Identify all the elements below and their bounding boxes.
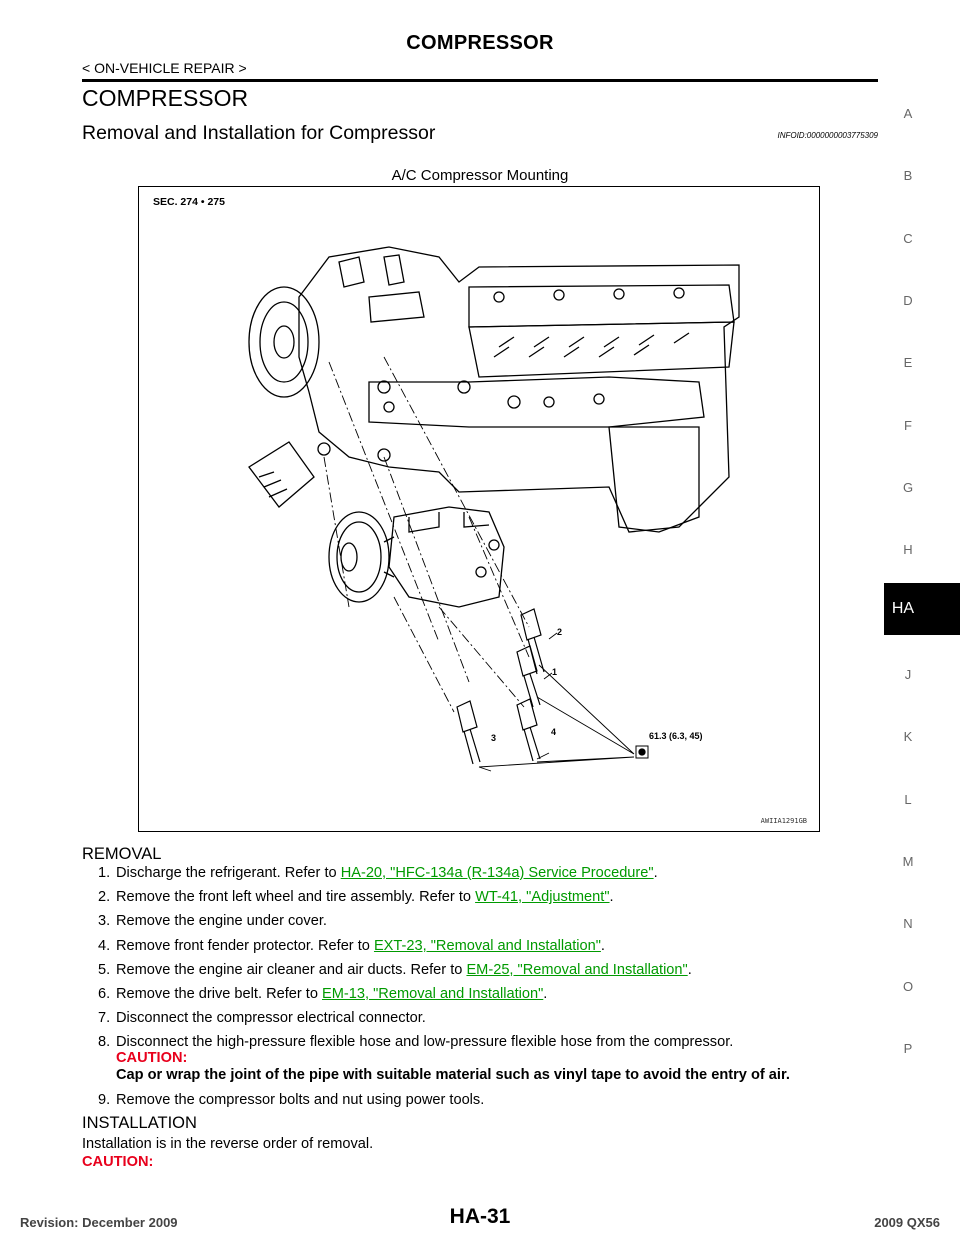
compressor-mounting-illustration	[139, 187, 819, 831]
removal-step: 9. Remove the compressor bolts and nut using power tools.	[98, 1091, 485, 1108]
callout-1: 1	[552, 667, 558, 677]
index-tab-ha-label: HA	[891, 600, 915, 617]
index-tab-j[interactable]: J	[904, 667, 912, 682]
index-tab-k[interactable]: K	[903, 729, 913, 744]
index-tab-e[interactable]: E	[903, 355, 913, 370]
installation-text: Installation is in the reverse order of removal.	[82, 1136, 374, 1152]
installation-heading: INSTALLATION	[82, 1114, 197, 1132]
callout-3: 3	[491, 733, 497, 743]
footer-revision: Revision: December 2009	[20, 1215, 178, 1230]
removal-step: 7. Disconnect the compressor electrical connector.	[98, 1010, 426, 1027]
index-tab-c[interactable]: C	[903, 231, 913, 246]
figure-section-label: SEC. 274 • 275	[153, 196, 225, 208]
footer-page-number: HA-31	[449, 1205, 511, 1228]
info-id: INFOID:0000000003775309	[777, 131, 878, 140]
footer-model: 2009 QX56	[874, 1215, 940, 1230]
header-divider	[82, 79, 878, 82]
removal-step: 5. Remove the engine air cleaner and air ducts. Refer to EM-25, "Removal and Installation".	[98, 961, 692, 978]
removal-step: 3. Remove the engine under cover.	[98, 913, 327, 930]
index-tab-d[interactable]: D	[903, 293, 913, 308]
removal-step: 1. Discharge the refrigerant. Refer to HA-20, "HFC-134a (R-134a) Service Procedure".	[98, 865, 658, 881]
index-tab-h[interactable]: H	[903, 542, 913, 557]
removal-step: 2. Remove the front left wheel and tire assembly. Refer to WT-41, "Adjustment".	[98, 889, 614, 906]
ref-link-ha-20[interactable]: HA-20, "HFC-134a (R-134a) Service Procedure"	[340, 865, 654, 881]
index-tab-l[interactable]: L	[904, 792, 912, 807]
index-tab-m[interactable]: M	[902, 854, 914, 869]
removal-heading: REMOVAL	[82, 845, 162, 863]
removal-step: 8. Disconnect the high-pressure flexible hose and low-pressure flexible hose from the compressor. CAUTION: Cap or wrap the joint of the pipe with suitable material such as vinyl tape to avoid the entry of air.	[98, 1034, 888, 1084]
index-tab-g[interactable]: G	[902, 480, 914, 495]
removal-step: 6. Remove the drive belt. Refer to EM-13, "Removal and Installation".	[98, 985, 548, 1002]
index-tab-b[interactable]: B	[903, 168, 913, 183]
breadcrumb: < ON-VEHICLE REPAIR >	[82, 60, 247, 76]
removal-steps	[98, 865, 888, 1116]
index-tab-o[interactable]: O	[902, 979, 914, 994]
figure-caption: A/C Compressor Mounting	[391, 167, 569, 184]
index-tab-a[interactable]: A	[903, 106, 913, 121]
removal-step: 4. Remove front fender protector. Refer to EXT-23, "Removal and Installation".	[98, 937, 605, 954]
page-header-title: COMPRESSOR	[406, 32, 554, 54]
ref-link-wt-41[interactable]: WT-41, "Adjustment"	[475, 889, 610, 906]
installation-caution-label: CAUTION:	[82, 1154, 154, 1170]
ref-link-ext-23[interactable]: EXT-23, "Removal and Installation"	[373, 937, 601, 954]
index-tab-ha-active[interactable]	[884, 583, 960, 635]
index-tab-p[interactable]: P	[903, 1041, 913, 1056]
torque-spec: 61.3 (6.3, 45)	[649, 731, 703, 741]
compressor-mounting-figure	[138, 186, 820, 832]
figure-code: AWIIA1291GB	[760, 817, 807, 825]
section-title: COMPRESSOR	[82, 85, 249, 111]
subsection-title: Removal and Installation for Compressor	[82, 122, 436, 144]
ref-link-em-25[interactable]: EM-25, "Removal and Installation"	[466, 961, 688, 978]
caution-label: CAUTION:	[116, 1050, 188, 1067]
callout-2: 2	[557, 627, 563, 637]
index-tab-f[interactable]: F	[904, 418, 912, 433]
caution-text: Cap or wrap the joint of the pipe with suitable material such as vinyl tape to avoid the entry of air.	[116, 1067, 790, 1084]
index-tab-n[interactable]: N	[903, 916, 913, 931]
ref-link-em-13[interactable]: EM-13, "Removal and Installation"	[322, 985, 544, 1002]
callout-4: 4	[551, 727, 557, 737]
